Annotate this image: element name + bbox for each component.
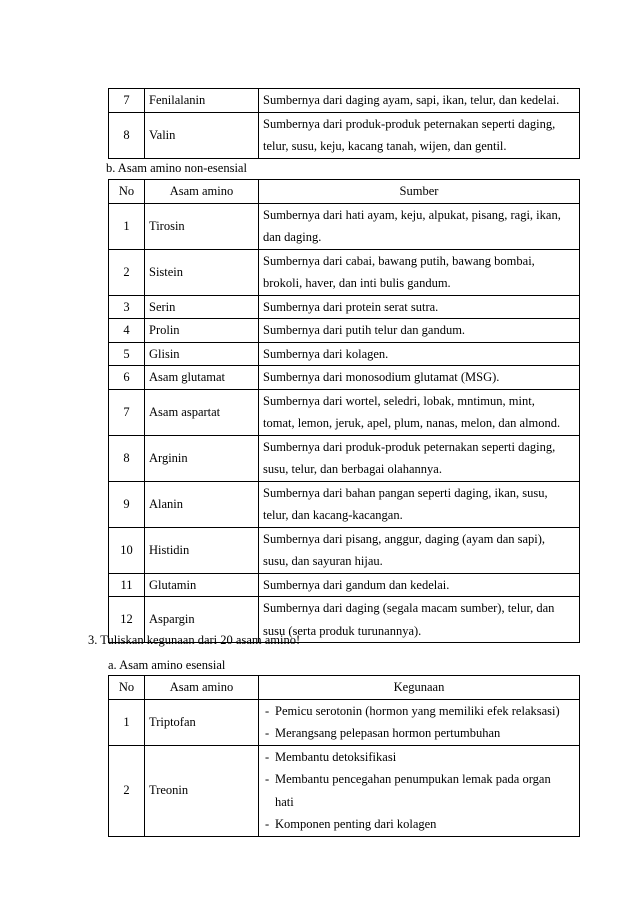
row-no: 8 (109, 112, 145, 158)
header-no: No (109, 180, 145, 204)
source-line: susu, dan sayuran hijau. (263, 554, 383, 568)
header-source: Sumber (259, 180, 580, 204)
source-line: Sumbernya dari protein serat sutra. (263, 299, 439, 314)
table-row (109, 573, 580, 597)
row-amino-name: Histidin (145, 527, 259, 573)
row-amino-name: Sistein (145, 249, 259, 295)
source-line: Sumbernya dari daging ayam, sapi, ikan, telur, dan kedelai. (263, 93, 560, 107)
row-amino-name: Tirosin (145, 203, 259, 249)
row-amino-name: Alanin (145, 481, 259, 527)
source-line: susu, telur, dan berbagai olahannya. (263, 462, 442, 476)
use-item: - Pemicu serotonin (hormon yang memiliki efek relaksasi) (263, 700, 577, 723)
row-no: 1 (109, 699, 145, 745)
row-amino-name: Aspargin (145, 597, 259, 643)
row-source (259, 481, 580, 527)
row-source (259, 89, 580, 113)
row-source (259, 573, 580, 597)
essential-amino-uses-table (108, 675, 580, 837)
source-line: Sumbernya dari hati ayam, keju, alpukat, pisang, ragi, ikan, (263, 207, 561, 222)
source-line: telur, dan kacang-kacangan. (263, 508, 403, 522)
source-line: Sumbernya dari putih telur dan gandum. (263, 323, 466, 337)
row-source (259, 366, 580, 390)
row-no: 6 (109, 366, 145, 390)
question-3: 3. Tuliskan kegunaan dari 20 asam amino! (88, 633, 301, 647)
table-row (109, 249, 580, 295)
source-line: Sumbernya dari produk-produk peternakan seperti daging, (263, 439, 556, 454)
use-item: hati (275, 794, 294, 809)
source-line: Sumbernya dari wortel, seledri, lobak, mntimun, mint, (263, 393, 535, 408)
table-row (109, 319, 580, 343)
table-row (109, 699, 580, 745)
row-no: 9 (109, 481, 145, 527)
row-no: 12 (109, 597, 145, 643)
table-row (109, 89, 580, 113)
source-line: Sumbernya dari cabai, bawang putih, bawang bombai, (263, 253, 535, 268)
section-a-label: a. Asam amino esensial (108, 658, 226, 672)
source-line: brokoli, haver, dan inti bulis gandum. (263, 276, 451, 290)
row-source (259, 112, 580, 158)
row-no: 7 (109, 389, 145, 435)
table-row (109, 435, 580, 481)
row-no: 2 (109, 249, 145, 295)
source-line: dan daging. (263, 230, 322, 244)
source-line: Sumbernya dari produk-produk peternakan seperti daging, (263, 116, 556, 131)
table-row (109, 203, 580, 249)
row-amino-name: Glutamin (145, 573, 259, 597)
row-amino-name: Valin (145, 112, 259, 158)
table-row (109, 366, 580, 390)
row-source (259, 597, 580, 643)
source-line: Sumbernya dari daging (segala macam sumber), telur, dan (263, 601, 555, 615)
use-item: - Membantu detoksifikasi (263, 746, 577, 769)
table-row (109, 527, 580, 573)
header-no: No (109, 676, 145, 700)
table-row (109, 481, 580, 527)
row-no: 8 (109, 435, 145, 481)
row-source (259, 389, 580, 435)
row-amino-name: Treonin (145, 745, 259, 836)
non-essential-amino-table (108, 179, 580, 643)
row-amino-name: Prolin (145, 319, 259, 343)
header-amino: Asam amino (145, 180, 259, 204)
source-line: Sumbernya dari monosodium glutamat (MSG). (263, 370, 500, 384)
table-header-row (109, 676, 580, 700)
row-amino-name: Serin (145, 295, 259, 319)
row-no: 11 (109, 573, 145, 597)
table-row (109, 112, 580, 158)
row-no: 4 (109, 319, 145, 343)
row-no: 10 (109, 527, 145, 573)
row-source (259, 527, 580, 573)
row-no: 5 (109, 342, 145, 366)
table-row (109, 295, 580, 319)
row-source (259, 342, 580, 366)
row-uses (259, 699, 580, 745)
row-uses (259, 745, 580, 836)
row-amino-name: Fenilalanin (145, 89, 259, 113)
source-line: Sumbernya dari gandum dan kedelai. (263, 577, 450, 592)
source-line: telur, susu, keju, kacang tanah, wijen, dan gentil. (263, 139, 507, 153)
row-source (259, 435, 580, 481)
row-amino-name: Glisin (145, 342, 259, 366)
row-source (259, 295, 580, 319)
table-row (109, 745, 580, 836)
row-source (259, 249, 580, 295)
source-line: susu (serta produk turunannya). (263, 623, 422, 638)
use-item: - Merangsang pelepasan hormon pertumbuhan (263, 722, 577, 745)
table-header-row (109, 180, 580, 204)
use-item: - Membantu pencegahan penumpukan lemak pada organ (263, 768, 577, 791)
table-row (109, 342, 580, 366)
row-no: 1 (109, 203, 145, 249)
use-item: - Komponen penting dari kolagen (263, 813, 577, 836)
source-line: tomat, lemon, jeruk, apel, plum, nanas, melon, dan almond. (263, 416, 561, 430)
amino-table-continued (108, 88, 580, 159)
section-b-label: b. Asam amino non-esensial (106, 161, 247, 175)
row-amino-name: Asam aspartat (145, 389, 259, 435)
header-uses: Kegunaan (259, 676, 580, 700)
source-line: Sumbernya dari bahan pangan seperti daging, ikan, susu, (263, 485, 548, 500)
row-source (259, 203, 580, 249)
table-row (109, 389, 580, 435)
source-line: Sumbernya dari pisang, anggur, daging (ayam dan sapi), (263, 531, 546, 546)
row-source (259, 319, 580, 343)
row-no: 3 (109, 295, 145, 319)
row-no: 2 (109, 745, 145, 836)
header-amino: Asam amino (145, 676, 259, 700)
source-line: Sumbernya dari kolagen. (263, 346, 389, 361)
row-amino-name: Arginin (145, 435, 259, 481)
row-amino-name: Triptofan (145, 699, 259, 745)
row-no: 7 (109, 89, 145, 113)
row-amino-name: Asam glutamat (145, 366, 259, 390)
